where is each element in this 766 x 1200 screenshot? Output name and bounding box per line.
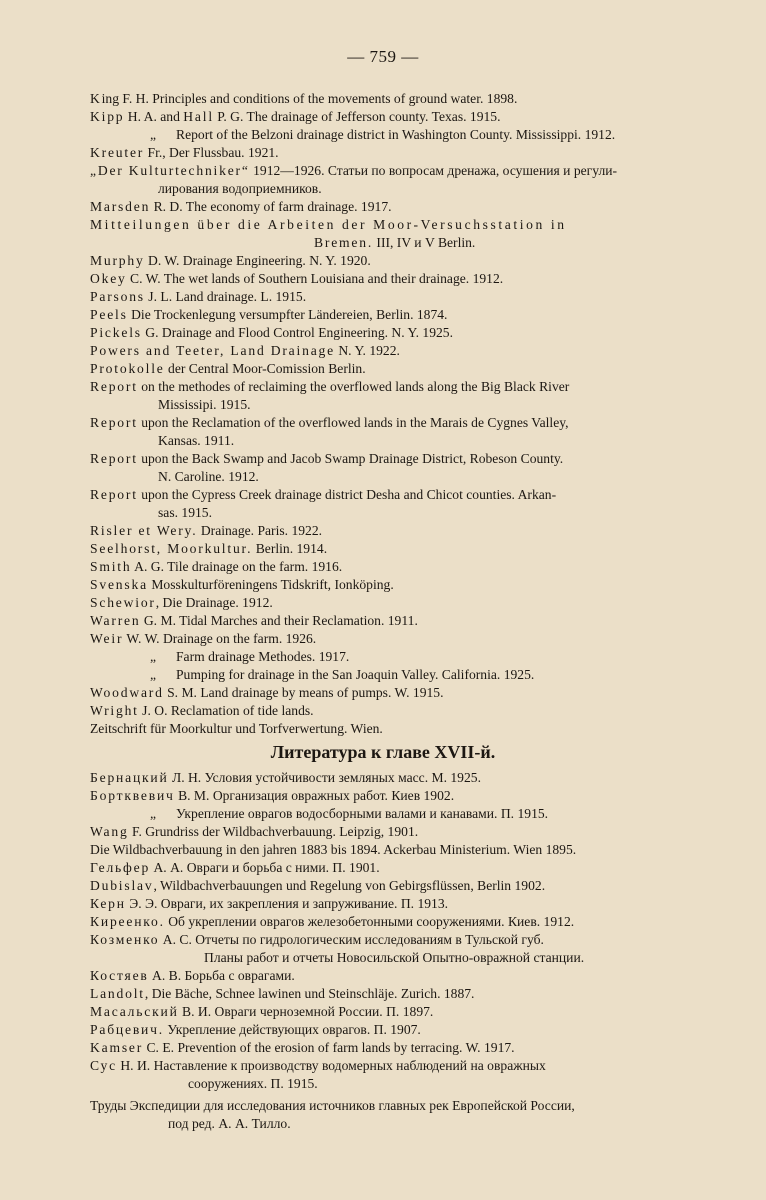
list-item: Pickels G. Drainage and Flood Control Engineering. N. Y. 1925. [90,325,453,340]
list-item: Масальский В. И. Овраги черноземной России. П. 1897. [90,1004,434,1019]
list-item: Report upon the Cypress Creek drainage district Desha and Chicot counties. Arkan- sas. 1915. [90,487,557,520]
list-item: Okey C. W. The wet lands of Southern Louisiana and their drainage. 1912. [90,271,504,286]
list-item: Warren G. M. Tidal Marches and their Reclamation. 1911. [90,613,418,628]
bibliography-list-2 [90,769,696,1133]
list-item: Weir W. W. Drainage on the farm. 1926. [90,631,317,646]
list-item: Murphy D. W. Drainage Engineering. N. Y. 1920. [90,253,371,268]
list-item: Сус Н. И. Наставление к производству водомерных наблюдений на овражных сооружениях. П. 1915. [90,1058,546,1091]
list-item: Risler et Wery. Drainage. Paris. 1922. [90,523,323,538]
list-item: King F. H. Principles and conditions of the movements of ground water. 1898. [90,91,518,106]
list-item: Kreuter Fr., Der Flussbau. 1921. [90,145,279,160]
list-item: Die Wildbachverbauung in den jahren 1883 bis 1894. Ackerbau Ministerium. Wien 1895. [90,842,577,857]
list-item: Керн Э. Э. Овраги, их закрепления и запруживание. П. 1913. [90,896,449,911]
list-item: Бернацкий Л. Н. Условия устойчивости земляных масс. М. 1925. [90,770,481,785]
list-item: Report on the methodes of reclaiming the overflowed lands along the Big Black River Mississipi. 1915. [90,379,570,412]
list-item: Report upon the Reclamation of the overflowed lands in the Marais de Cygnes Valley, Kansas. 1911. [90,415,569,448]
list-item: Kamser C. E. Prevention of the erosion of farm lands by terracing. W. 1917. [90,1040,515,1055]
list-item: Wright J. O. Reclamation of tide lands. [90,703,314,718]
list-item: Костяев А. В. Борьба с оврагами. [90,968,295,983]
list-item: „ Farm drainage Methodes. 1917. [150,649,350,664]
list-item: Seelhorst, Moorkultur. Berlin. 1914. [90,541,328,556]
page-number: — 759 — [347,47,419,66]
list-item: Schewior, Die Drainage. 1912. [90,595,273,610]
list-item: Киреенко. Об укреплении оврагов железобетонными сооружениями. Киев. 1912. [90,914,575,929]
list-item: Рабцевич. Укрепление действующих оврагов. П. 1907. [90,1022,421,1037]
section-heading: Литература к главе XVII-й. [270,742,496,762]
list-item: Marsden R. D. The economy of farm drainage. 1917. [90,199,392,214]
list-item: Parsons J. L. Land drainage. L. 1915. [90,289,307,304]
list-item: Zeitschrift für Moorkultur und Torfverwertung. Wien. [90,721,383,736]
bibliography-list-1 [90,90,696,738]
list-item: Труды Экспедиции для исследования источников главных рек Европейской России, под ред. А. А. Тилло. [90,1098,575,1131]
list-item: Peels Die Trockenlegung versumpfter Ländereien, Berlin. 1874. [90,307,448,322]
list-item: „Der Kulturtechniker“ 1912—1926. Статьи по вопросам дренажа, осушения и регули- лирования водоприемников. [90,163,618,196]
list-item: Бортквевич В. М. Организация овражных работ. Киев 1902. [90,788,455,803]
list-item: Mitteilungen über die Arbeiten der Moor-Versuchsstation in Bremen. III, IV и V Berlin. [90,217,567,250]
list-item: Woodward S. M. Land drainage by means of pumps. W. 1915. [90,685,444,700]
list-item: Wang F. Grundriss der Wildbachverbauung. Leipzig, 1901. [90,824,419,839]
list-item: „ Укрепление оврагов водосборными валами и канавами. П. 1915. [150,806,549,821]
list-item: Dubislav, Wildbachverbauungen und Regelung von Gebirgsflüssen, Berlin 1902. [90,878,546,893]
list-item: Kipp H. A. and Hall P. G. The drainage of Jefferson county. Texas. 1915. [90,109,501,124]
list-item: „ Report of the Belzoni drainage district in Washington County. Mississippi. 1912. [150,127,616,142]
list-item: Svenska Mosskulturföreningens Tidskrift, Ionköping. [90,577,394,592]
list-item: „ Pumping for drainage in the San Joaquin Valley. California. 1925. [150,667,535,682]
list-item: Powers and Teeter, Land Drainage N. Y. 1922. [90,343,400,358]
list-item: Козменко А. С. Отчеты по гидрологическим исследованиям в Тульской губ. Планы работ и отчеты Новосильской Опытно-овражной станции. [90,932,585,965]
list-item: Protokolle der Central Moor-Comission Berlin. [90,361,366,376]
list-item: Smith A. G. Tile drainage on the farm. 1916. [90,559,343,574]
list-item: Report upon the Back Swamp and Jacob Swamp Drainage District, Robeson County. N. Caroline. 1912. [90,451,564,484]
list-item: Гельфер А. А. Овраги и борьба с ними. П. 1901. [90,860,380,875]
list-item: Landolt, Die Bäche, Schnee lawinen und Steinschläje. Zurich. 1887. [90,986,475,1001]
